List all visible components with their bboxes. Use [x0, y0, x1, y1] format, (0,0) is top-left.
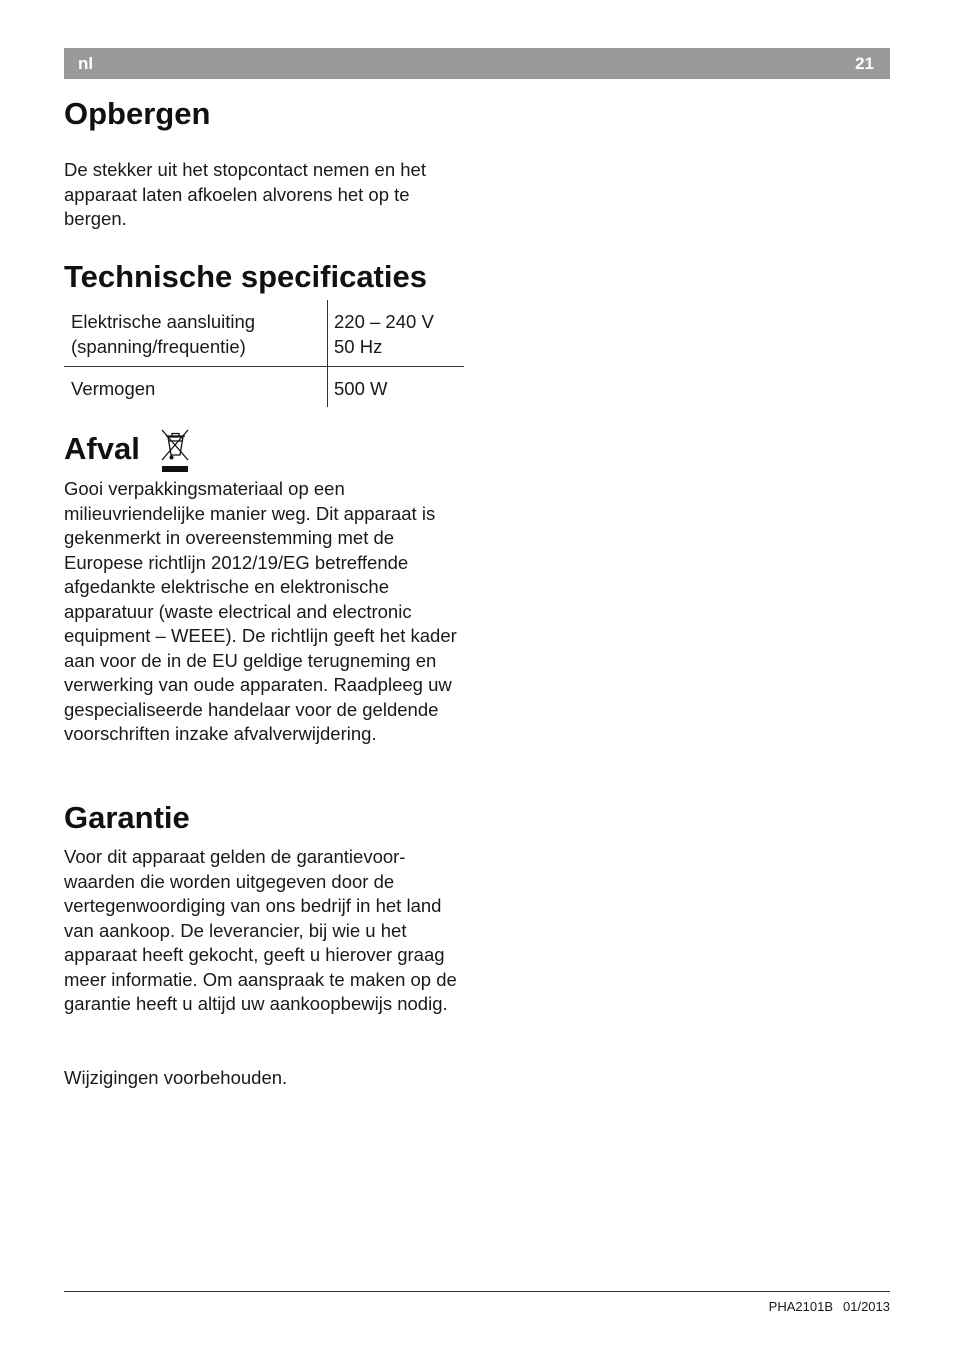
heading-opbergen: Opbergen	[64, 96, 211, 131]
afval-text: Gooi verpakkingsmateriaal op een milieuvriendelijke manier weg. Dit apparaat is gekenmerkt in overeenstemming met de Europese richtlijn 2012/19/EG betreffende afgedankte elektrische en elektronische apparatuur (waste electrical and electronic equipment – WEEE). De richtlijn geeft het kader aan voor de in de EU geldige terugneming en verwerking van oude apparaten. Raadpleeg uw gespecialiseerde handelaar voor de geldende voorschriften inzake afvalverwijdering.	[64, 478, 457, 744]
spec-value-cell	[328, 300, 464, 366]
spec-value-line: 220 – 240 V	[334, 311, 434, 332]
spec-label-cell	[64, 300, 328, 366]
heading-technische-specificaties: Technische specificaties	[64, 259, 427, 294]
page-number: 21	[855, 53, 874, 73]
spec-value-line: 50 Hz	[334, 335, 383, 357]
spec-label-line: Vermogen	[71, 378, 156, 399]
language-code: nl	[78, 53, 94, 73]
footer-rule	[64, 1291, 890, 1292]
garantie-text: Voor dit apparaat gelden de garantievoor-waarden die worden uitgegeven door de vertegenwoordiging van ons bedrijf in het land van aankoop. De leverancier, bij wie u het apparaat heeft gekocht, geeft u hierover graag meer informatie. Om aanspraak te maken op de garantie heeft u altijd uw aankoopbewijs nodig.	[64, 846, 457, 1014]
spec-row-vermogen	[64, 367, 464, 407]
spec-table	[64, 300, 464, 407]
spec-value-line: 500 W	[334, 378, 388, 399]
footer	[769, 1299, 890, 1314]
spec-row-aansluiting	[64, 300, 464, 367]
page-header-bar	[64, 48, 890, 79]
footer-date: 01/2013	[843, 1299, 890, 1314]
spec-label-line: (spanning/frequentie)	[71, 335, 246, 357]
heading-garantie: Garantie	[64, 800, 190, 835]
wijzigingen-note: Wijzigingen voorbehouden.	[64, 1067, 288, 1088]
spec-value-cell	[328, 367, 464, 407]
opbergen-text: De stekker uit het stopcontact nemen en het apparaat laten afkoelen alvorens het op te bergen.	[64, 159, 426, 229]
spec-label-cell	[64, 367, 328, 407]
spec-label-line: Elektrische aansluiting	[71, 311, 256, 332]
footer-model: PHA2101B	[768, 1299, 833, 1314]
crossed-out-wheelie-bin-icon	[159, 428, 191, 474]
heading-afval: Afval	[64, 431, 140, 466]
